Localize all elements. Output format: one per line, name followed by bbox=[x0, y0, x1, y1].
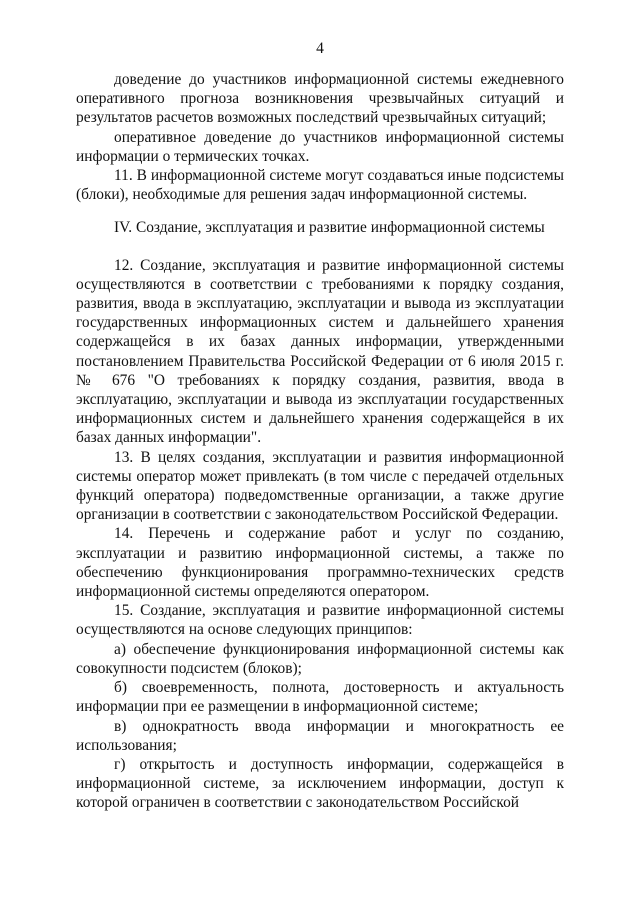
principle-item: г) открытость и доступность информации, содержащейся в информационной системе, за исключением информации, доступ к которой ограничен в соответствии с законодательством Российской bbox=[76, 755, 564, 812]
principle-item: б) своевременность, полнота, достоверность и актуальность информации при ее размещении в информационной системе; bbox=[76, 679, 564, 716]
paragraph: оперативное доведение до участников информационной системы информации о термических точках. bbox=[76, 128, 564, 165]
principle-item: в) однократность ввода информации и многократность ее использования; bbox=[76, 717, 564, 754]
paragraph: 12. Создание, эксплуатация и развитие информационной системы осуществляются в соответствии с требованиями к порядку создания, развития, ввода в эксплуатацию, эксплуатации и вывода из эксплуатации государственных информационных систем и дальнейшего хранения содержащейся в их базах данных информации, утвержденными постановлением Правительства Российской Федерации от 6 июля 2015 г. № 676 "О требованиях к порядку создания, развития, ввода в эксплуатацию, эксплуатации и вывода из эксплуатации государственных информационных систем и дальнейшего хранения содержащейся в их базах данных информации". bbox=[76, 256, 564, 447]
page-number: 4 bbox=[316, 40, 324, 57]
paragraph: 14. Перечень и содержание работ и услуг по созданию, эксплуатации и развитию информационной системы, а также по обеспечению функционирования программно-технических средств информационной системы определяются оператором. bbox=[76, 525, 564, 601]
document-body bbox=[76, 70, 564, 813]
section-heading: IV. Создание, эксплуатация и развитие информационной системы bbox=[114, 219, 545, 237]
paragraph: доведение до участников информационной системы ежедневного оперативного прогноза возникновения чрезвычайных ситуаций и результатов расчетов возможных последствий чрезвычайных ситуаций; bbox=[76, 71, 564, 127]
paragraph: 15. Создание, эксплуатация и развитие информационной системы осуществляются на основе следующих принципов: bbox=[76, 602, 564, 639]
principle-item: а) обеспечение функционирования информационной системы как совокупности подсистем (блоков); bbox=[76, 640, 564, 677]
paragraph: 11. В информационной системе могут создаваться иные подсистемы (блоки), необходимые для решения задач информационной системы. bbox=[76, 167, 564, 204]
paragraph: 13. В целях создания, эксплуатации и развития информационной системы оператор может привлекать (в том числе с передачей отдельных функций оператора) подведомственные организации, а также другие организации в соответствии с законодательством Российской Федерации. bbox=[76, 448, 564, 524]
